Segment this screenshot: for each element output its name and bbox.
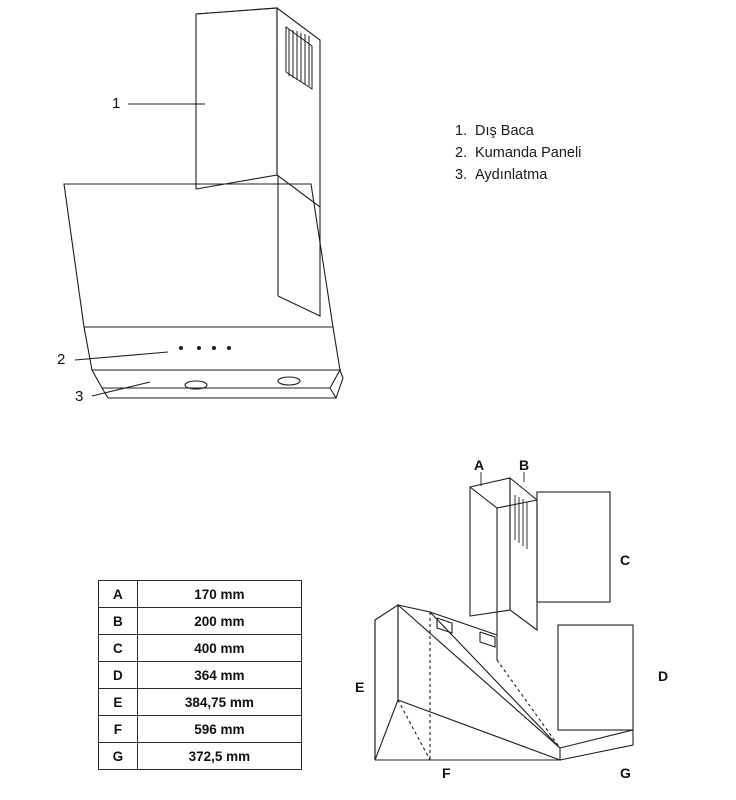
chimney-vent-slats (286, 27, 312, 89)
legend-list (455, 120, 581, 186)
legend-item (455, 142, 581, 164)
dim-label-f: F (442, 765, 451, 781)
dim-label-c: C (620, 552, 631, 568)
spec-key: C (99, 635, 138, 662)
control-panel-buttons (179, 346, 231, 350)
dim-label-b: B (519, 457, 530, 473)
hood-illustration (64, 8, 343, 398)
spec-value: 170 mm (137, 581, 301, 608)
legend-item (455, 164, 581, 186)
table-row (99, 743, 302, 770)
dimension-drawing (375, 472, 633, 760)
outer-chimney (196, 8, 320, 207)
spec-value: 372,5 mm (137, 743, 301, 770)
leader-3 (92, 382, 150, 396)
callout-1: 1 (112, 95, 121, 112)
chimney-lower-section (278, 175, 320, 316)
dim-hood-body (375, 605, 633, 760)
spec-key: A (99, 581, 138, 608)
hood-underside-edge (102, 388, 336, 398)
spec-value: 364 mm (137, 662, 301, 689)
hood-lights (185, 377, 300, 389)
callout-2: 2 (57, 351, 66, 368)
spec-key: B (99, 608, 138, 635)
legend-item (455, 120, 581, 142)
callout-3: 3 (75, 388, 84, 405)
spec-value: 400 mm (137, 635, 301, 662)
table-row (99, 635, 302, 662)
dim-mount-brackets (437, 618, 495, 647)
callout-leaders (75, 104, 205, 396)
legend-item-label: Kumanda Paneli (475, 145, 582, 161)
legend-item-number: 1. (455, 123, 468, 139)
hood-underside-front (92, 370, 340, 388)
spec-value: 384,75 mm (137, 689, 301, 716)
spec-key: G (99, 743, 138, 770)
table-row (99, 608, 302, 635)
specification-table (98, 580, 302, 770)
spec-key: F (99, 716, 138, 743)
legend-item-label: Aydınlatma (475, 167, 548, 183)
table-row (99, 581, 302, 608)
dim-label-e: E (355, 679, 365, 695)
spec-value: 596 mm (137, 716, 301, 743)
legend-item-number: 3. (455, 167, 468, 183)
dim-g-plate (560, 730, 633, 760)
dim-label-a: A (474, 457, 485, 473)
table-row (99, 716, 302, 743)
spec-key: E (99, 689, 138, 716)
spec-value: 200 mm (137, 608, 301, 635)
dim-label-g: G (620, 765, 631, 781)
legend-item-number: 2. (455, 145, 468, 161)
hood-canopy (64, 184, 343, 398)
legend-item-label: Dış Baca (475, 123, 534, 139)
control-panel-strip (84, 327, 340, 370)
dim-d-box (558, 625, 633, 730)
dim-label-d: D (658, 668, 669, 684)
dim-c-box (537, 492, 610, 602)
dim-chimney (470, 478, 537, 635)
spec-key: D (99, 662, 138, 689)
table-row (99, 689, 302, 716)
table-row (99, 662, 302, 689)
